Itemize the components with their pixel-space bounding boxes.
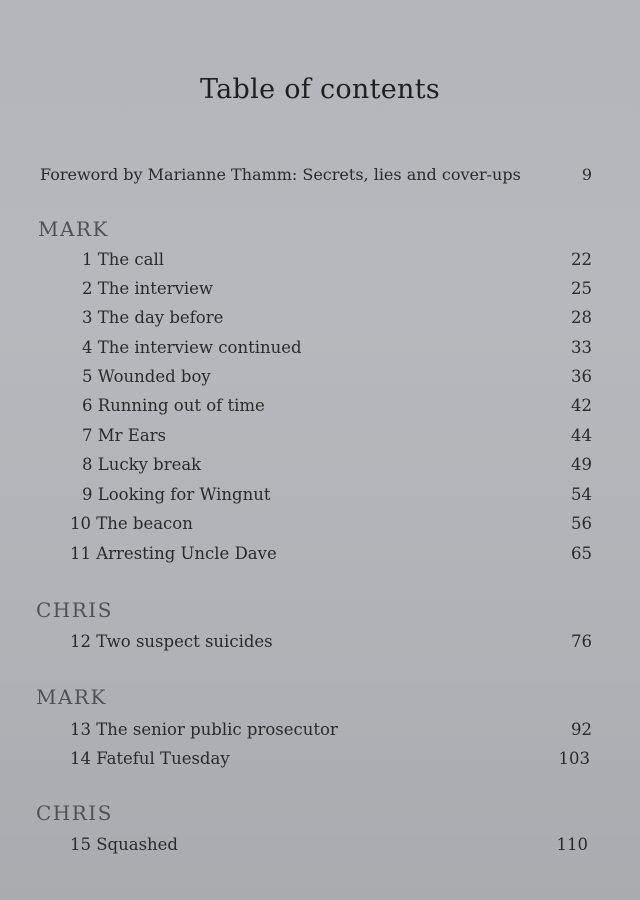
toc-entry-label: 9 Looking for Wingnut [82, 485, 271, 504]
section-heading-mark: MARK [38, 217, 109, 241]
toc-entry-page: 103 [558, 749, 590, 768]
toc-entry-label: 12 Two suspect suicides [70, 632, 273, 651]
toc-entry [82, 279, 592, 301]
toc-entry-page: 92 [571, 720, 592, 739]
toc-entry [82, 338, 592, 360]
toc-entry [82, 426, 592, 448]
toc-entry-page: 36 [571, 367, 592, 386]
toc-entry-foreword [40, 165, 592, 187]
toc-entry [82, 455, 592, 477]
toc-entry-page: 76 [571, 632, 592, 651]
toc-entry-page: 49 [571, 455, 592, 474]
toc-entry-label: 14 Fateful Tuesday [70, 749, 230, 768]
toc-entry [70, 544, 592, 566]
toc-entry-label: 10 The beacon [70, 514, 193, 533]
toc-entry-label: 6 Running out of time [82, 396, 265, 415]
toc-entry [82, 396, 592, 418]
section-heading-chris: CHRIS [36, 598, 113, 622]
toc-entry-label: 15 Squashed [70, 835, 178, 854]
toc-entry-page: 9 [581, 165, 592, 184]
toc-entry [70, 632, 592, 654]
toc-entry [82, 250, 592, 272]
toc-entry-page: 110 [556, 835, 588, 854]
toc-entry-label: 11 Arresting Uncle Dave [70, 544, 277, 563]
toc-entry [70, 749, 590, 771]
toc-entry-label: 2 The interview [82, 279, 214, 298]
toc-entry-page: 54 [571, 485, 592, 504]
toc-entry-label: 13 The senior public prosecutor [70, 720, 338, 739]
toc-entry-label: 3 The day before [82, 308, 224, 327]
section-heading-mark: MARK [36, 685, 107, 709]
toc-entry-page: 44 [571, 426, 592, 445]
toc-entry-page: 42 [571, 396, 592, 415]
toc-entry-label: 5 Wounded boy [82, 367, 211, 386]
toc-entry [70, 835, 588, 857]
toc-entry-page: 22 [571, 250, 592, 269]
toc-entry-label: 8 Lucky break [82, 455, 202, 474]
toc-entry [82, 485, 592, 507]
toc-entry-page: 33 [571, 338, 592, 357]
toc-entry-page: 56 [571, 514, 592, 533]
toc-entry-label: 1 The call [82, 250, 165, 269]
toc-entry [82, 367, 592, 389]
toc-entry-label: 4 The interview continued [82, 338, 302, 357]
toc-entry [70, 514, 592, 536]
toc-entry-page: 28 [571, 308, 592, 327]
toc-entry-label: 7 Mr Ears [82, 426, 167, 445]
toc-entry-page: 25 [571, 279, 592, 298]
toc-entry-page: 65 [571, 544, 592, 563]
toc-entry [70, 720, 592, 742]
page-title: Table of contents [199, 74, 441, 105]
toc-entry-label: Foreword by Marianne Thamm: Secrets, lies and cover-ups [40, 165, 521, 184]
toc-entry [82, 308, 592, 330]
section-heading-chris: CHRIS [36, 801, 113, 825]
